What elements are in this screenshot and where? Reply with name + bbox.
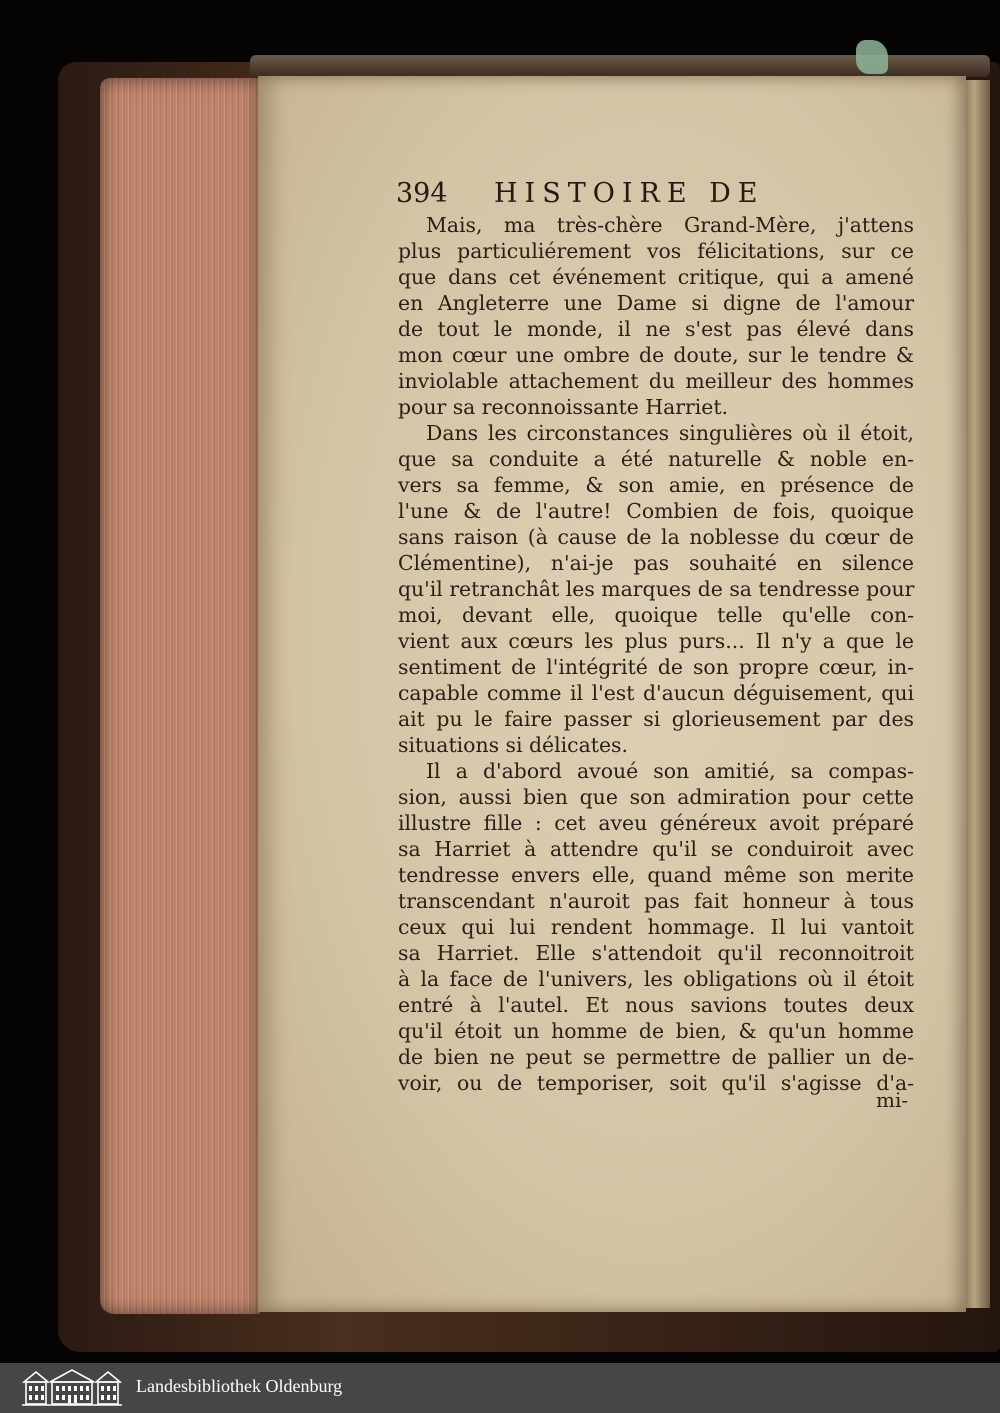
page-number: 394 — [396, 178, 448, 209]
institution-name: Landesbibliothek Oldenburg — [136, 1376, 343, 1396]
text-line: vers sa femme, & son amie, en présence de — [398, 473, 914, 497]
text-line: tendresse envers elle, quand même son merite — [398, 863, 914, 887]
page-text — [398, 212, 914, 1096]
running-title: HISTOIRE DE — [494, 178, 765, 209]
text-line: l'une & de l'autre! Combien de fois, quoique — [398, 499, 914, 523]
text-line: qu'il retranchât les marques de sa tendresse pour — [398, 577, 915, 601]
text-line: ceux qui lui rendent hommage. Il lui vantoit — [398, 915, 914, 939]
text-line: de bien ne peut se permettre de pallier un de- — [398, 1045, 914, 1069]
facing-page-edge — [964, 80, 990, 1308]
page-edges — [100, 78, 260, 1314]
catchword: mi- — [876, 1088, 909, 1112]
text-line: transcendant n'auroit pas fait honneur à tous — [398, 889, 914, 913]
bookmark-tab — [856, 40, 888, 74]
text-line: sa Harriet à attendre qu'il se conduiroit avec — [398, 837, 914, 861]
text-line: illustre fille : cet aveu généreux avoit préparé — [398, 811, 914, 835]
text-line: Dans les circonstances singulières où il étoit, — [426, 421, 914, 445]
text-line: sentiment de l'intégrité de son propre cœur, in- — [398, 655, 914, 679]
text-line: plus particuliérement vos félicitations, sur ce — [398, 239, 914, 263]
text-line: Clémentine), n'ai-je pas souhaité en silence — [398, 551, 914, 575]
text-line: inviolable attachement du meilleur des hommes — [398, 369, 914, 393]
text-line: moi, devant elle, quoique telle qu'elle con- — [398, 603, 914, 627]
text-line: en Angleterre une Dame si digne de l'amour — [398, 291, 914, 315]
library-building-icon — [20, 1368, 124, 1408]
text-line: de tout le monde, il ne s'est pas élevé dans — [398, 317, 914, 341]
text-line: ait pu le faire passer si glorieusement par des — [398, 707, 914, 731]
text-line: situations si délicates. — [398, 733, 628, 757]
text-line: mon cœur une ombre de doute, sur le tendre & — [398, 343, 914, 367]
text-line: sion, aussi bien que son admiration pour cette — [398, 785, 914, 809]
text-line: que sa conduite a été naturelle & noble en- — [398, 447, 914, 471]
text-line: Mais, ma très-chère Grand-Mère, j'attens — [426, 213, 914, 237]
text-line: à la face de l'univers, les obligations où il étoit — [398, 967, 914, 991]
footer-bar — [0, 1363, 1000, 1413]
text-line: vient aux cœurs les plus purs... Il n'y a que le — [398, 629, 914, 653]
text-line: capable comme il l'est d'aucun déguisement, qui — [398, 681, 914, 705]
text-line: voir, ou de temporiser, soit qu'il s'agisse d'a- — [398, 1071, 914, 1095]
text-line: qu'il étoit un homme de bien, & qu'un homme — [398, 1019, 914, 1043]
text-line: sans raison (à cause de la noblesse du cœur de — [398, 525, 914, 549]
text-line: que dans cet événement critique, qui a amené — [398, 265, 914, 289]
text-line: Il a d'abord avoué son amitié, sa compas- — [426, 759, 914, 783]
text-line: sa Harriet. Elle s'attendoit qu'il reconnoitroit — [398, 941, 914, 965]
text-line: pour sa reconnoissante Harriet. — [398, 395, 729, 419]
text-line: entré à l'autel. Et nous savions toutes deux — [398, 993, 914, 1017]
